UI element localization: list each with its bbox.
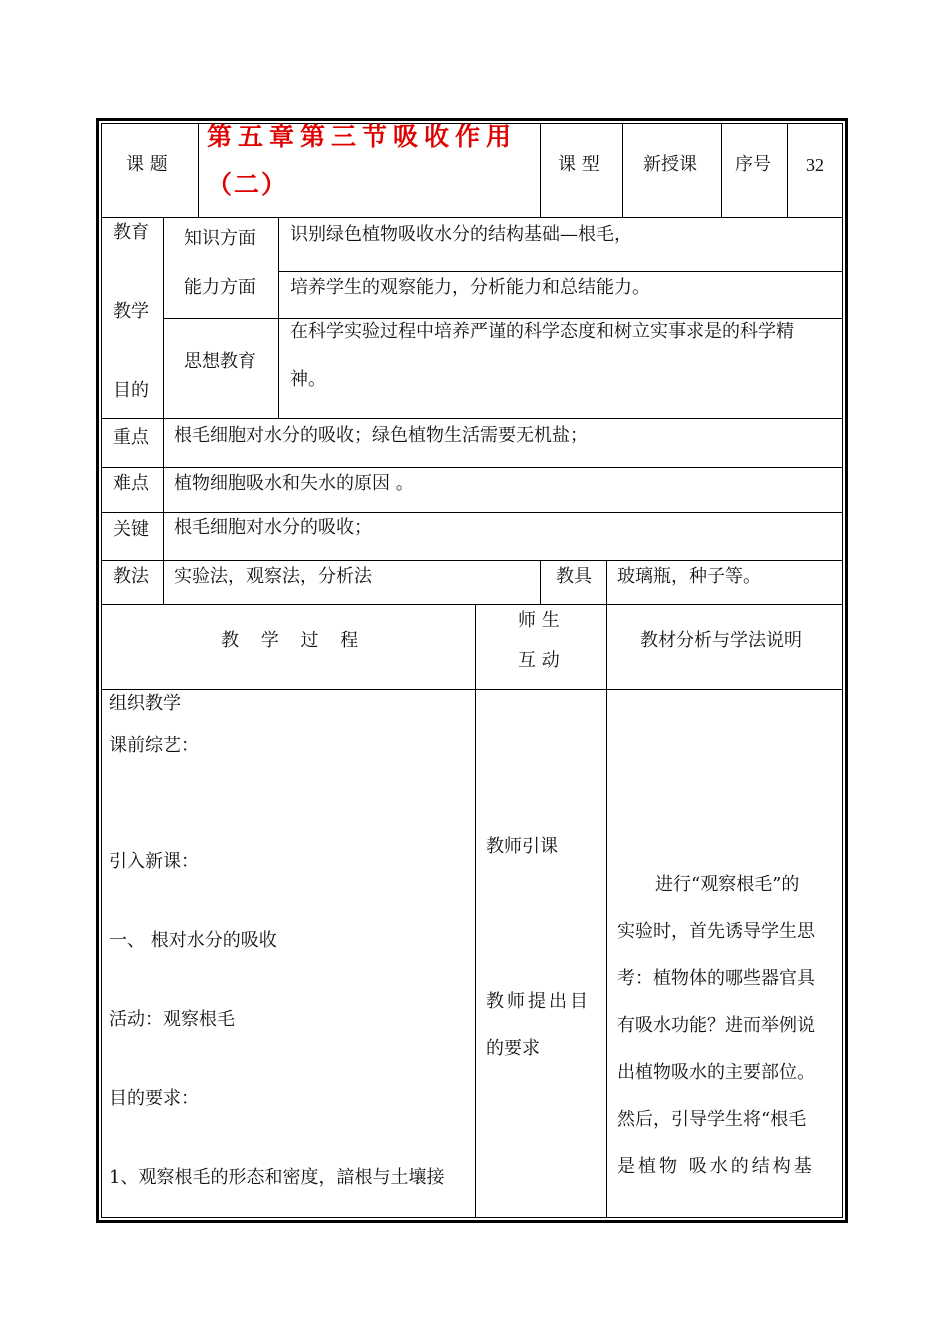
ideology-text-2: 神。: [290, 369, 326, 390]
process-line: 组织教学: [109, 693, 181, 714]
key-point-label: 重点: [113, 427, 149, 448]
interaction-line: 教师引课: [486, 836, 558, 857]
ability-text: 培养学生的观察能力，分析能力和总结能力。: [290, 277, 650, 298]
analysis-line: 有吸水功能？进而举例说: [617, 1015, 815, 1036]
seq-label: 序号: [735, 154, 771, 175]
col-divider: [606, 604, 607, 1218]
process-line: 引入新课：: [109, 851, 199, 872]
knowledge-text: 识别绿色植物吸收水分的结构基础—根毛，: [290, 224, 632, 245]
lesson-title-line2: （二）: [207, 170, 289, 199]
col-divider: [540, 560, 541, 604]
method-text: 实验法，观察法，分析法: [174, 566, 372, 587]
row-divider: [101, 689, 843, 690]
process-line: 目的要求：: [109, 1088, 199, 1109]
tools-label: 教具: [556, 566, 592, 587]
analysis-line: 实验时，首先诱导学生思: [617, 921, 815, 942]
process-header-col1: 教 学 过 程: [221, 630, 367, 651]
col-divider: [540, 123, 541, 217]
crux-label: 关键: [113, 519, 149, 540]
lesson-title-line1: 第五章第三节吸收作用: [207, 122, 518, 151]
col-divider: [622, 123, 623, 217]
knowledge-label: 知识方面: [184, 228, 256, 249]
process-line: 课前综艺：: [109, 735, 199, 756]
interaction-line: 的要求: [486, 1038, 540, 1059]
objectives-label-1: 教育: [113, 222, 149, 243]
process-header-col2-line2: 互 动: [518, 650, 560, 671]
ideology-text-1: 在科学实验过程中培养严谨的科学态度和树立实事求是的科学精: [290, 321, 794, 342]
process-line: 活动：观察根毛: [109, 1009, 235, 1030]
row-divider: [101, 560, 843, 561]
analysis-line: 是植物 吸水的结构基: [617, 1156, 815, 1177]
col-divider: [475, 604, 476, 1218]
col-divider: [278, 217, 279, 418]
objectives-label-2: 教学: [113, 301, 149, 322]
row-divider: [101, 512, 843, 513]
row-divider: [101, 604, 843, 605]
seq-value: 32: [806, 155, 824, 175]
row-divider: [101, 467, 843, 468]
analysis-line: 进行“观察根毛”的: [655, 874, 800, 895]
row-divider: [101, 418, 843, 419]
col-divider: [606, 560, 607, 604]
type-label: 课 型: [558, 154, 600, 175]
tools-text: 玻璃瓶，种子等。: [617, 566, 761, 587]
analysis-line: 考：植物体的哪些器官具: [617, 968, 815, 989]
ability-label: 能力方面: [184, 277, 256, 298]
process-line: 1、观察根毛的形态和密度，諳根与土壤接: [109, 1167, 445, 1188]
col-divider: [787, 123, 788, 217]
difficulty-text: 植物细胞吸水和失水的原因 。: [174, 473, 414, 494]
interaction-line: 教师提出目: [486, 991, 591, 1012]
analysis-line: 然后，引导学生将“根毛: [617, 1109, 807, 1130]
col-divider: [163, 217, 164, 604]
method-label: 教法: [113, 566, 149, 587]
objectives-label-3: 目的: [113, 380, 149, 401]
process-line: 一、 根对水分的吸收: [109, 930, 277, 951]
topic-label: 课 题: [126, 154, 168, 175]
col-divider: [721, 123, 722, 217]
difficulty-label: 难点: [113, 473, 149, 494]
analysis-line: 出植物吸水的主要部位。: [617, 1062, 815, 1083]
process-header-col2-line1: 师 生: [518, 610, 560, 631]
row-divider: [101, 217, 843, 218]
row-divider: [163, 318, 843, 319]
crux-text: 根毛细胞对水分的吸收；: [174, 517, 372, 538]
col-divider: [198, 123, 199, 217]
ideology-label: 思想教育: [184, 351, 256, 372]
row-divider: [278, 271, 843, 272]
key-point-text: 根毛细胞对水分的吸收；绿色植物生活需要无机盐；: [174, 425, 588, 446]
process-header-col3: 教材分析与学法说明: [640, 630, 802, 651]
type-value: 新授课: [643, 154, 697, 175]
